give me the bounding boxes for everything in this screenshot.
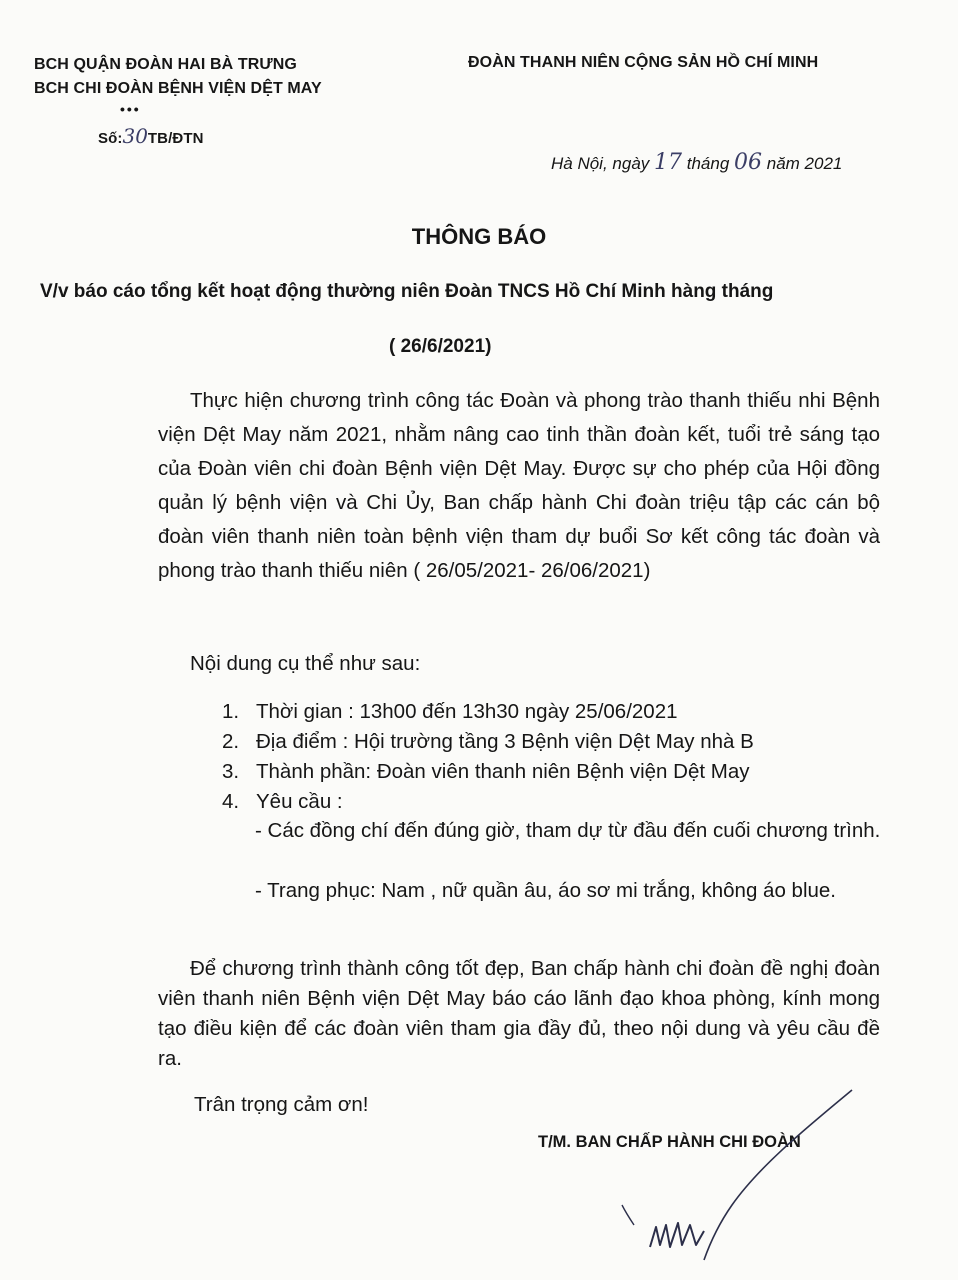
date-prefix: Hà Nội, ngày [551, 154, 650, 173]
list-item-text: Yêu cầu : [256, 790, 343, 813]
organization-name: ĐOÀN THANH NIÊN CỘNG SẢN HỒ CHÍ MINH [468, 54, 819, 71]
list-item [222, 787, 882, 817]
header-dots: ••• [120, 101, 141, 117]
handwritten-signature [600, 1085, 870, 1265]
date-day: 17 [654, 150, 683, 175]
document-number [98, 124, 204, 148]
list-item [222, 727, 882, 757]
number-handwritten: 30 [122, 124, 148, 148]
list-item-text: Thời gian : 13h00 đến 13h30 ngày 25/06/2021 [256, 700, 678, 723]
signature-title: T/M. BAN CHẤP HÀNH CHI ĐOÀN [538, 1133, 801, 1151]
list-item-number: 1. [222, 700, 240, 723]
document-title: THÔNG BÁO [411, 224, 547, 249]
date-month-label: tháng [686, 154, 730, 173]
list-item-number: 2. [222, 730, 240, 753]
closing-paragraph: Để chương trình thành công tốt đẹp, Ban chấp hành chi đoàn đề nghị đoàn viên thanh niên Bệnh viện Dệt May báo cáo lãnh đạo khoa phòng, kính mong tạo điều kiện để các đoàn viên tham gia đầy đủ, theo nội dung và yêu cầu đề ra. [158, 957, 880, 1070]
list-item-number: 3. [222, 760, 240, 783]
list-item-number: 4. [222, 790, 240, 813]
issuer-line-2: BCH CHI ĐOÀN BỆNH VIỆN DỆT MAY [34, 80, 322, 97]
intro-paragraph: Thực hiện chương trình công tác Đoàn và phong trào thanh thiếu nhi Bệnh viện Dệt May năm 2021, nhằm nâng cao tinh thần đoàn kết, tuổi trẻ sáng tạo của Đoàn viên chi đoàn Bệnh viện Dệt May. Được sự cho phép của Hội đồng quản lý bệnh viện và Chi Ủy, Ban chấp hành Chi đoàn triệu tập các cán bộ đoàn viên thanh niên toàn bệnh viện tham dự buổi Sơ kết công tác đoàn và phong trào thanh thiếu niên ( 26/05/2021- 26/06/2021) [158, 389, 880, 582]
thanks-line: Trân trọng cảm ơn! [194, 1093, 369, 1116]
requirement-item: - Trang phục: Nam , nữ quần âu, áo sơ mi trắng, không áo blue. [255, 879, 836, 902]
subject-date: ( 26/6/2021) [389, 336, 492, 357]
date-month: 06 [734, 150, 763, 175]
document-subject: V/v báo cáo tổng kết hoạt động thường niên Đoàn TNCS Hồ Chí Minh hàng tháng [40, 281, 774, 302]
list-item [222, 757, 882, 787]
document-date [551, 150, 842, 175]
content-heading: Nội dung cụ thể như sau: [190, 652, 421, 675]
date-year: năm 2021 [766, 154, 843, 173]
list-item [222, 697, 882, 727]
issuer-line-1: BCH QUẬN ĐOÀN HAI BÀ TRƯNG [34, 56, 297, 73]
number-suffix: TB/ĐTN [147, 130, 204, 147]
list-item-text: Địa điểm : Hội trường tầng 3 Bệnh viện Dệt May nhà B [256, 730, 754, 753]
requirement-item: - Các đồng chí đến đúng giờ, tham dự từ đầu đến cuối chương trình. [255, 819, 881, 842]
list-item-text: Thành phần: Đoàn viên thanh niên Bệnh viện Dệt May [256, 760, 750, 783]
number-prefix: Số: [98, 130, 123, 147]
details-list [222, 697, 882, 817]
